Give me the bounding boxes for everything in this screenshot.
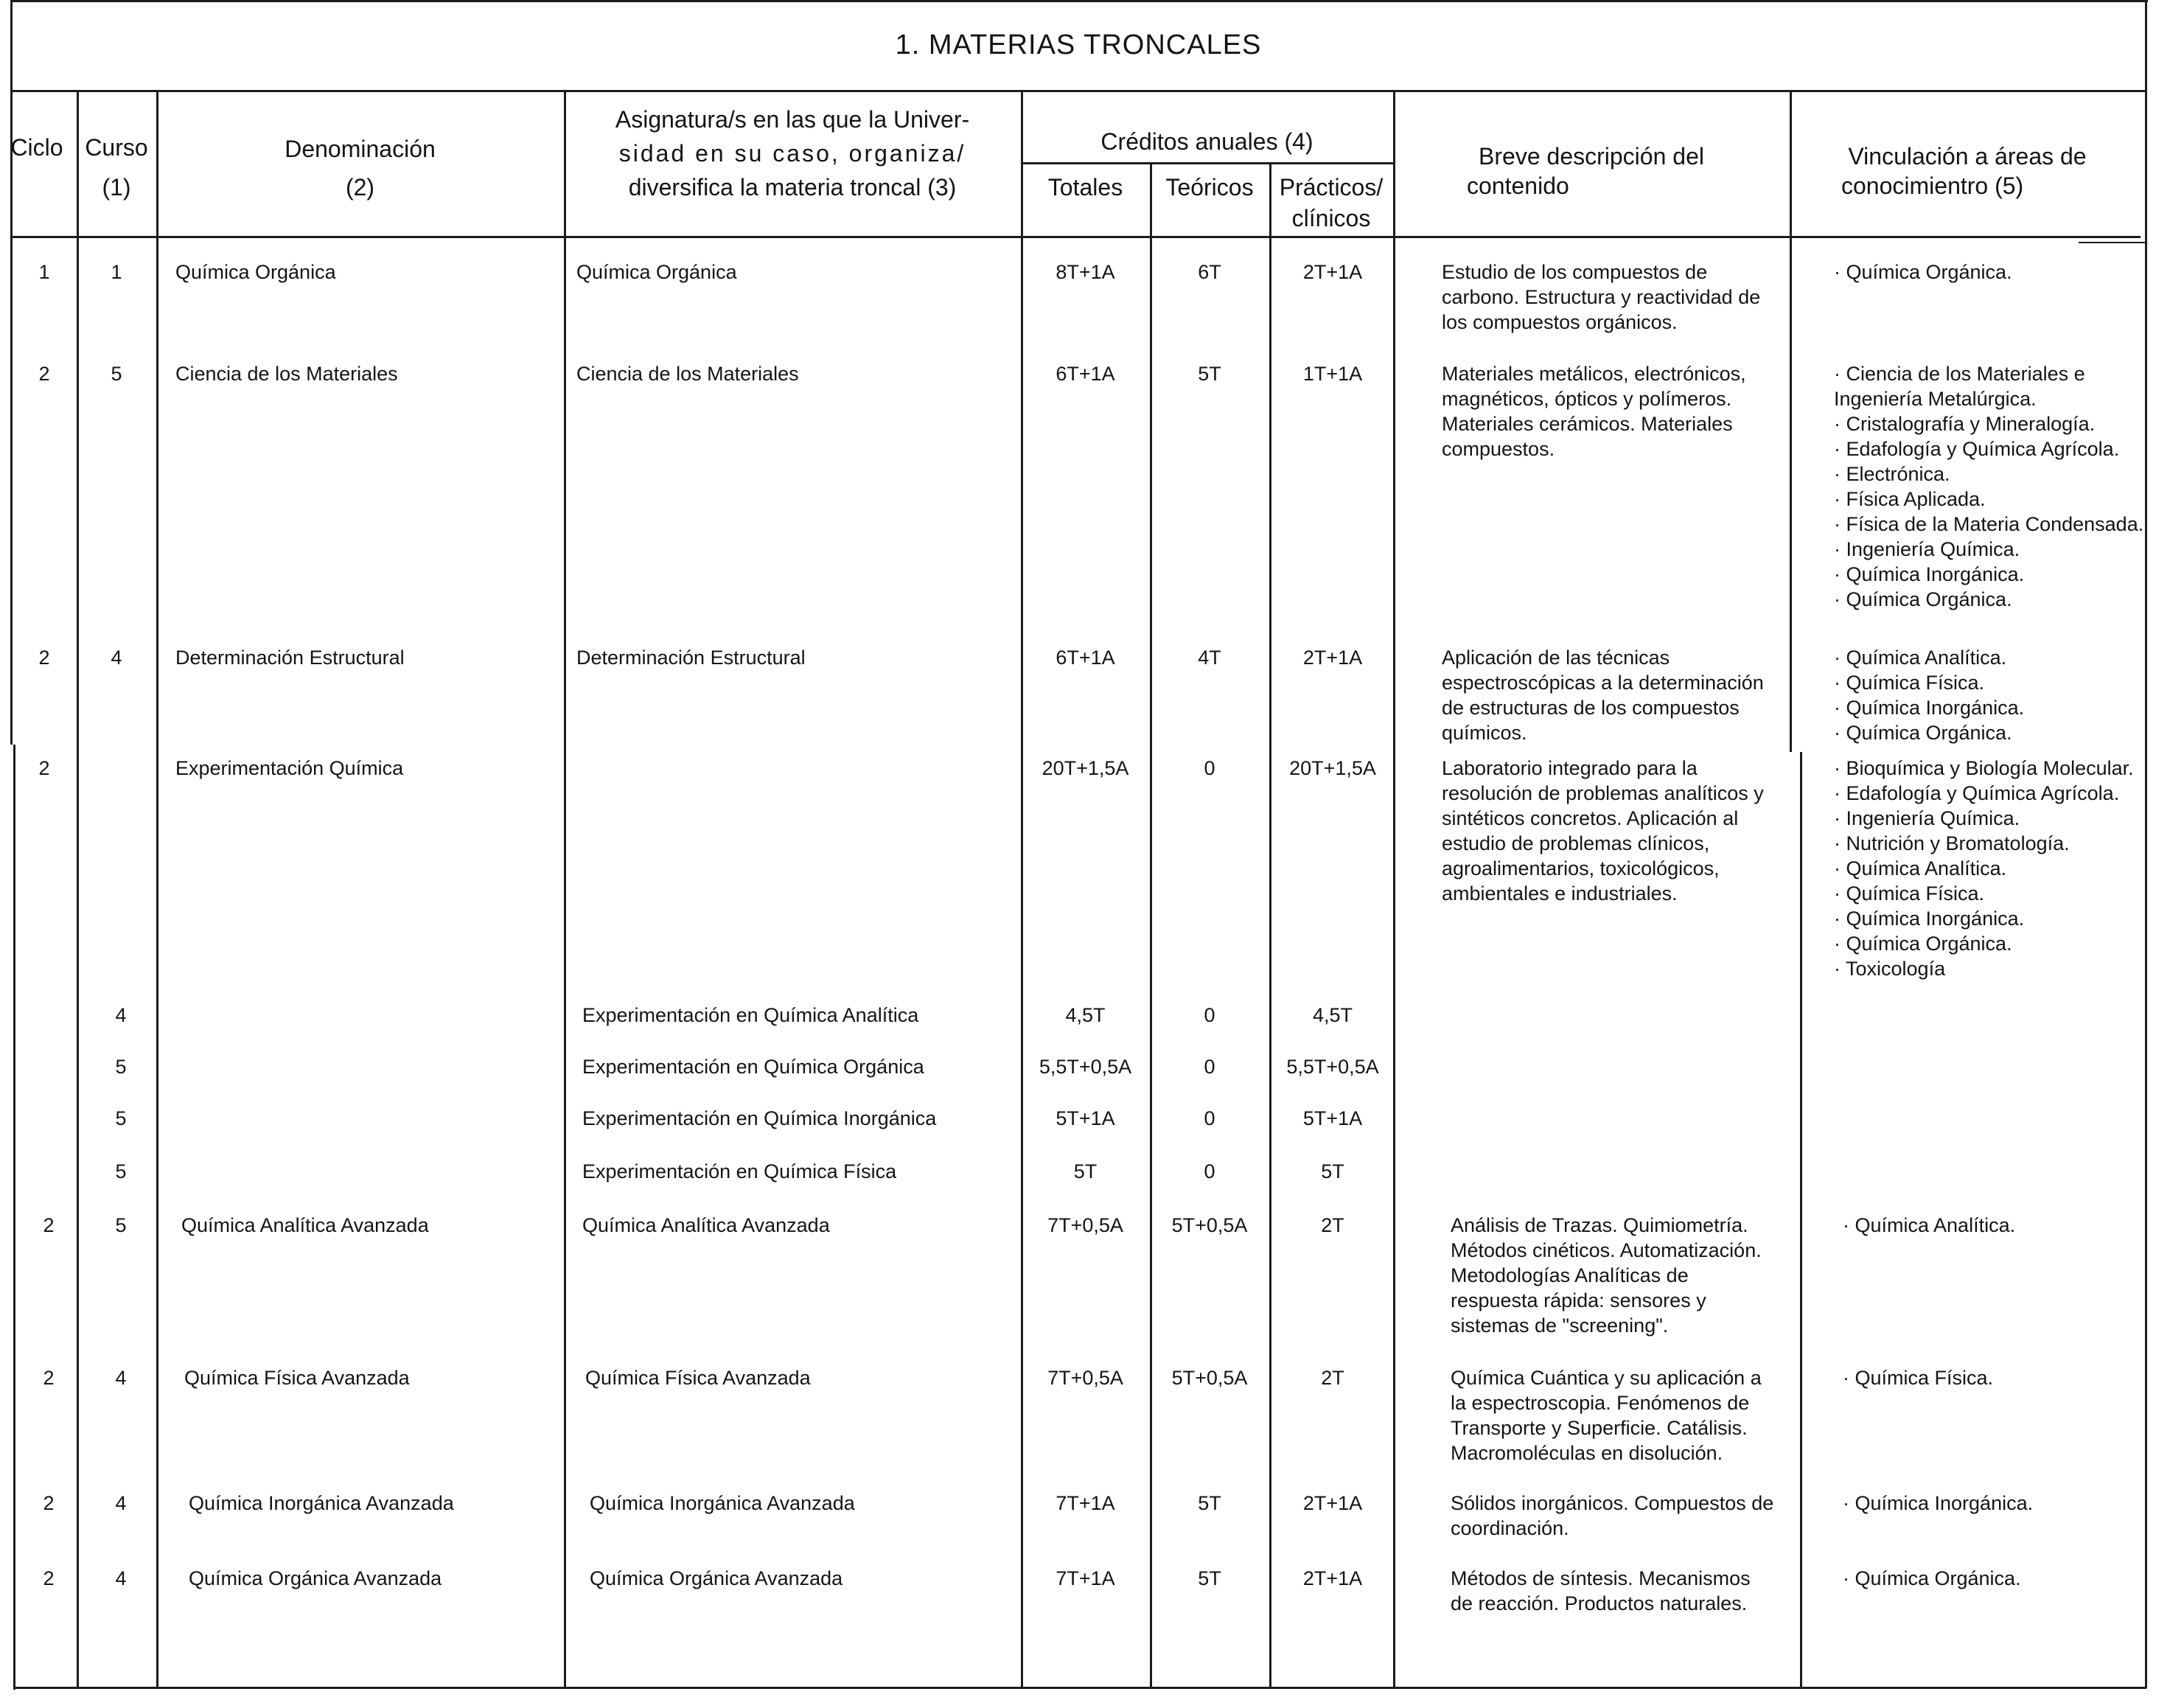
header-denominacion: Denominación xyxy=(285,136,436,162)
row-vinculacion-line: · Química Física. xyxy=(1843,1367,1994,1389)
row-ciclo: 2 xyxy=(43,1567,55,1589)
row-descripcion-line: de reacción. Productos naturales. xyxy=(1451,1592,1748,1614)
credits-rule xyxy=(1021,162,1393,164)
row-curso: 4 xyxy=(115,1004,127,1026)
row-creditos-teoricos: 5T xyxy=(1198,363,1221,385)
row-descripcion xyxy=(1442,259,1796,335)
header-practicos-1: Prácticos/ xyxy=(1279,174,1384,201)
row-ciclo: 2 xyxy=(43,1367,55,1389)
row-creditos-practicos: 4,5T xyxy=(1312,1004,1353,1026)
row-vinculacion xyxy=(1834,259,2143,285)
row-vinculacion-line: · Química Inorgánica. xyxy=(1834,908,2025,930)
row-ciclo: 2 xyxy=(38,647,50,669)
row-asignatura: Ciencia de los Materiales xyxy=(576,363,799,385)
row-asignatura: Química Orgánica xyxy=(576,261,737,283)
row-vinculacion xyxy=(1843,1213,2152,1238)
row-ciclo: 2 xyxy=(43,1214,55,1236)
row-asignatura: Experimentación en Química Orgánica xyxy=(582,1056,924,1078)
row-descripcion xyxy=(1442,645,1796,745)
row-curso: 4 xyxy=(115,1492,127,1514)
row-vinculacion-line: · Edafología y Química Agrícola. xyxy=(1834,438,2120,460)
row-vinculacion-line: · Nutrición y Bromatología. xyxy=(1834,832,2070,854)
row-descripcion-line: coordinación. xyxy=(1451,1517,1569,1539)
row-creditos-practicos: 2T+1A xyxy=(1302,1567,1363,1589)
row-descripcion-line: Metodologías Analíticas de xyxy=(1451,1264,1689,1286)
row-creditos-practicos: 20T+1,5A xyxy=(1289,757,1376,779)
row-vinculacion-line: · Química Orgánica. xyxy=(1834,933,2012,955)
row-descripcion-line: Materiales cerámicos. Materiales xyxy=(1442,413,1733,435)
header-teoricos: Teóricos xyxy=(1165,174,1254,201)
row-descripcion-line: Métodos de síntesis. Mecanismos xyxy=(1451,1567,1751,1589)
header-descripcion-1: Breve descripción del xyxy=(1479,143,1704,170)
row-vinculacion-line: · Química Inorgánica. xyxy=(1834,697,2025,719)
row-descripcion-line: Métodos cinéticos. Automatización. xyxy=(1451,1239,1762,1261)
row-descripcion xyxy=(1442,361,1796,461)
row-creditos-teoricos: 0 xyxy=(1204,1160,1215,1182)
row-vinculacion-line: · Química Física. xyxy=(1834,882,1985,905)
row-descripcion xyxy=(1451,1213,1804,1338)
row-asignatura: Experimentación en Química Inorgánica xyxy=(582,1107,937,1129)
row-creditos-practicos: 2T+1A xyxy=(1302,647,1363,669)
row-creditos-teoricos: 0 xyxy=(1204,1107,1215,1129)
header-creditos: Créditos anuales (4) xyxy=(1100,128,1313,155)
row-curso: 5 xyxy=(115,1056,127,1078)
row-descripcion xyxy=(1451,1365,1804,1466)
row-creditos-totales: 5,5T+0,5A xyxy=(1039,1056,1132,1078)
row-creditos-practicos: 5T+1A xyxy=(1302,1107,1363,1129)
row-descripcion xyxy=(1451,1491,1804,1541)
header-rule xyxy=(10,236,2141,238)
row-creditos-totales: 6T+1A xyxy=(1056,363,1115,385)
row-denominacion: Ciencia de los Materiales xyxy=(175,363,398,385)
row-asignatura: Química Inorgánica Avanzada xyxy=(590,1492,855,1514)
frame-right xyxy=(2145,0,2147,1688)
row-descripcion-line: Transporte y Superficie. Catálisis. xyxy=(1451,1417,1748,1439)
row-asignatura: Química Física Avanzada xyxy=(585,1367,811,1389)
row-descripcion-line: Materiales metálicos, electrónicos, xyxy=(1442,363,1746,385)
col-sep-curso xyxy=(156,91,158,1688)
row-vinculacion-line: · Ciencia de los Materiales e xyxy=(1834,363,2085,385)
row-creditos-totales: 5T+1A xyxy=(1056,1107,1115,1129)
row-creditos-teoricos: 0 xyxy=(1204,1004,1215,1026)
row-vinculacion-line: · Química Analítica. xyxy=(1834,647,2007,669)
row-creditos-practicos: 2T+1A xyxy=(1302,261,1363,283)
header-rule-tail xyxy=(2079,242,2146,243)
row-vinculacion xyxy=(1834,645,2143,745)
col-sep-asignatura xyxy=(1021,91,1023,1688)
header-curso-note: (1) xyxy=(102,174,131,201)
row-descripcion-line: Análisis de Trazas. Quimiometría. xyxy=(1451,1214,1748,1236)
header-asignatura-3: diversifica la materia troncal (3) xyxy=(628,174,957,201)
header-practicos-2: clínicos xyxy=(1291,205,1371,231)
row-descripcion-line: ambientales e industriales. xyxy=(1442,882,1678,905)
col-sep-teoricos xyxy=(1269,162,1271,1688)
col-sep-totales xyxy=(1150,162,1152,1688)
page-title: 1. MATERIAS TRONCALES xyxy=(895,29,1262,60)
row-denominacion: Química Orgánica Avanzada xyxy=(189,1567,442,1589)
row-curso: 5 xyxy=(115,1214,127,1236)
row-creditos-teoricos: 5T+0,5A xyxy=(1171,1367,1248,1389)
row-vinculacion xyxy=(1843,1491,2152,1516)
row-ciclo: 2 xyxy=(43,1492,55,1514)
frame-top xyxy=(10,0,2148,2)
row-descripcion-line: Macromoléculas en disolución. xyxy=(1451,1442,1723,1464)
row-denominacion: Química Inorgánica Avanzada xyxy=(189,1492,454,1514)
row-asignatura: Experimentación en Química Física xyxy=(582,1160,897,1182)
row-curso: 5 xyxy=(111,363,122,385)
row-vinculacion-line: · Ingeniería Química. xyxy=(1834,807,2020,829)
header-vinculacion-2: conocimientro (5) xyxy=(1841,173,2024,199)
row-vinculacion-line: Ingeniería Metalúrgica. xyxy=(1834,388,2037,410)
col-sep-ciclo xyxy=(77,91,79,1688)
row-creditos-practicos: 2T xyxy=(1321,1367,1344,1389)
row-vinculacion-line: · Química Orgánica. xyxy=(1834,722,2012,744)
row-creditos-practicos: 5,5T+0,5A xyxy=(1286,1056,1379,1078)
row-denominacion: Determinación Estructural xyxy=(175,647,405,669)
row-vinculacion-line: · Física de la Materia Condensada. xyxy=(1834,513,2144,535)
header-vinculacion-1: Vinculación a áreas de xyxy=(1848,143,2087,170)
col-sep-practicos xyxy=(1393,91,1395,1688)
header-asignatura-1: Asignatura/s en las que la Univer- xyxy=(615,106,970,133)
row-creditos-practicos: 5T xyxy=(1321,1160,1344,1182)
row-curso: 4 xyxy=(115,1567,127,1589)
row-descripcion-line: respuesta rápida: sensores y xyxy=(1451,1289,1706,1311)
row-creditos-totales: 7T+1A xyxy=(1056,1492,1115,1514)
row-vinculacion-line: · Química Orgánica. xyxy=(1834,261,2012,283)
row-vinculacion-line: · Química Orgánica. xyxy=(1834,588,2012,610)
row-vinculacion-line: · Química Inorgánica. xyxy=(1834,563,2025,585)
col-sep-denominacion xyxy=(564,91,566,1688)
row-vinculacion-line: · Ingeniería Química. xyxy=(1834,538,2020,560)
row-vinculacion xyxy=(1843,1566,2152,1591)
row-descripcion-line: Aplicación de las técnicas xyxy=(1442,647,1670,669)
row-descripcion-line: Laboratorio integrado para la xyxy=(1442,757,1698,779)
row-descripcion-line: de estructuras de los compuestos xyxy=(1442,697,1740,719)
row-vinculacion-line: · Física Aplicada. xyxy=(1834,488,1986,510)
row-descripcion-line: agroalimentarios, toxicológicos, xyxy=(1442,857,1720,879)
header-curso: Curso xyxy=(85,134,148,161)
row-creditos-totales: 6T+1A xyxy=(1056,647,1115,669)
row-curso: 4 xyxy=(115,1367,127,1389)
row-asignatura: Experimentación en Química Analítica xyxy=(582,1004,919,1026)
row-descripcion-line: químicos. xyxy=(1442,722,1527,744)
row-vinculacion-line: · Toxicología xyxy=(1834,958,1946,980)
row-descripcion-line: compuestos. xyxy=(1442,438,1555,460)
header-asignatura-2: sidad en su caso, organiza/ xyxy=(618,140,966,167)
row-curso: 5 xyxy=(115,1107,127,1129)
row-vinculacion xyxy=(1843,1365,2152,1390)
row-creditos-totales: 4,5T xyxy=(1065,1004,1106,1026)
row-descripcion-line: Sólidos inorgánicos. Compuestos de xyxy=(1451,1492,1774,1514)
row-creditos-totales: 7T+1A xyxy=(1056,1567,1115,1589)
row-descripcion xyxy=(1451,1566,1804,1616)
row-vinculacion-line: · Química Analítica. xyxy=(1843,1214,2016,1236)
row-curso: 5 xyxy=(115,1160,127,1182)
row-asignatura: Determinación Estructural xyxy=(576,647,806,669)
row-vinculacion-line: · Química Inorgánica. xyxy=(1843,1492,2034,1514)
title-rule xyxy=(10,90,2146,92)
row-vinculacion xyxy=(1834,756,2143,981)
header-denominacion-note: (2) xyxy=(345,174,375,201)
header-totales: Totales xyxy=(1047,174,1123,201)
row-asignatura: Química Orgánica Avanzada xyxy=(590,1567,843,1589)
row-vinculacion-line: · Electrónica. xyxy=(1834,463,1950,485)
row-descripcion-line: espectroscópicas a la determinación xyxy=(1442,672,1764,694)
row-creditos-teoricos: 0 xyxy=(1204,1056,1215,1078)
row-vinculacion-line: · Química Analítica. xyxy=(1834,857,2007,879)
row-asignatura: Química Analítica Avanzada xyxy=(582,1214,830,1236)
row-denominacion: Experimentación Química xyxy=(175,757,404,779)
row-descripcion-line: magnéticos, ópticos y polímeros. xyxy=(1442,388,1732,410)
row-vinculacion-line: · Química Física. xyxy=(1834,672,1985,694)
row-creditos-teoricos: 6T xyxy=(1198,261,1221,283)
row-creditos-teoricos: 5T+0,5A xyxy=(1171,1214,1248,1236)
row-creditos-teoricos: 4T xyxy=(1198,647,1221,669)
row-ciclo: 2 xyxy=(38,363,50,385)
header-ciclo: Ciclo xyxy=(10,134,63,161)
row-creditos-teoricos: 5T xyxy=(1198,1567,1221,1589)
row-descripcion-line: sintéticos concretos. Aplicación al xyxy=(1442,807,1739,829)
row-descripcion-line: Estudio de los compuestos de xyxy=(1442,261,1708,283)
row-ciclo: 1 xyxy=(38,261,50,283)
row-descripcion-line: estudio de problemas clínicos, xyxy=(1442,832,1710,854)
row-descripcion xyxy=(1442,756,1796,906)
row-vinculacion-line: · Bioquímica y Biología Molecular. xyxy=(1834,757,2134,779)
row-curso: 1 xyxy=(111,261,122,283)
row-ciclo: 2 xyxy=(38,757,50,779)
row-vinculacion-line: · Cristalografía y Mineralogía. xyxy=(1834,413,2096,435)
row-vinculacion xyxy=(1834,361,2143,612)
header-descripcion-2: contenido xyxy=(1467,173,1569,199)
row-creditos-practicos: 1T+1A xyxy=(1302,363,1363,385)
row-descripcion-line: sistemas de "screening". xyxy=(1451,1314,1669,1337)
row-creditos-totales: 20T+1,5A xyxy=(1042,757,1129,779)
row-denominacion: Química Analítica Avanzada xyxy=(181,1214,429,1236)
row-creditos-totales: 8T+1A xyxy=(1056,261,1115,283)
row-creditos-teoricos: 0 xyxy=(1204,757,1215,779)
row-descripcion-line: carbono. Estructura y reactividad de xyxy=(1442,286,1761,308)
row-denominacion: Química Orgánica xyxy=(175,261,336,283)
row-creditos-totales: 5T xyxy=(1073,1160,1098,1182)
row-descripcion-line: los compuestos orgánicos. xyxy=(1442,311,1678,333)
row-creditos-teoricos: 5T xyxy=(1198,1492,1221,1514)
row-curso: 4 xyxy=(111,647,122,669)
frame-bottom xyxy=(13,1687,2146,1689)
row-descripcion-line: resolución de problemas analíticos y xyxy=(1442,782,1764,804)
row-denominacion: Química Física Avanzada xyxy=(184,1367,410,1389)
row-vinculacion-line: · Edafología y Química Agrícola. xyxy=(1834,782,2120,804)
row-creditos-totales: 7T+0,5A xyxy=(1047,1214,1123,1236)
row-vinculacion-line: · Química Orgánica. xyxy=(1843,1567,2021,1589)
row-descripcion-line: Química Cuántica y su aplicación a xyxy=(1451,1367,1762,1389)
row-creditos-totales: 7T+0,5A xyxy=(1047,1367,1123,1389)
row-creditos-practicos: 2T+1A xyxy=(1302,1492,1363,1514)
row-creditos-practicos: 2T xyxy=(1321,1214,1344,1236)
row-descripcion-line: la espectroscopia. Fenómenos de xyxy=(1451,1392,1750,1414)
